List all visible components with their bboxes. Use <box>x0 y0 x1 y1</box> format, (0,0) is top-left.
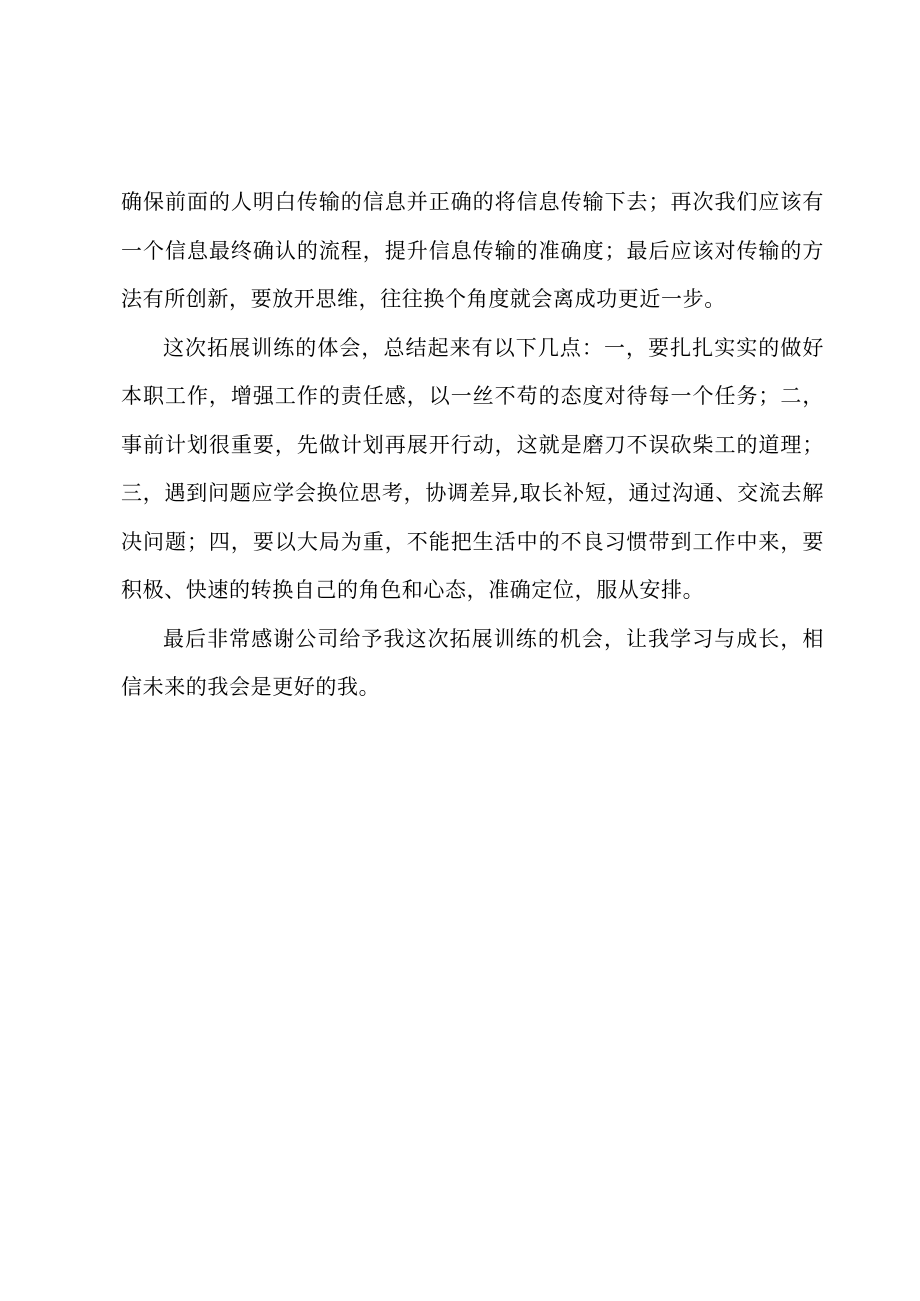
paragraph-continuation: 确保前面的人明白传输的信息并正确的将信息传输下去；再次我们应该有一个信息最终确认的流程，提升信息传输的准确度；最后应该对传输的方法有所创新，要放开思维，往往换个角度就会离成功更近一步。 <box>121 190 824 311</box>
document-body <box>121 178 824 712</box>
paragraph-thanks: 最后非常感谢公司给予我这次拓展训练的机会，让我学习与成长，相信未来的我会是更好的我。 <box>121 626 824 699</box>
paragraph-summary: 这次拓展训练的体会，总结起来有以下几点：一，要扎扎实实的做好本职工作，增强工作的责任感，以一丝不苟的态度对待每一个任务；二，事前计划很重要，先做计划再展开行动，这就是磨刀不误砍柴工的道理；三，遇到问题应学会换位思考，协调差异,取长补短，通过沟通、交流去解决问题；四，要以大局为重，不能把生活中的不良习惯带到工作中来，要积极、快速的转换自己的角色和心态，准确定位，服从安排。 <box>121 335 824 602</box>
